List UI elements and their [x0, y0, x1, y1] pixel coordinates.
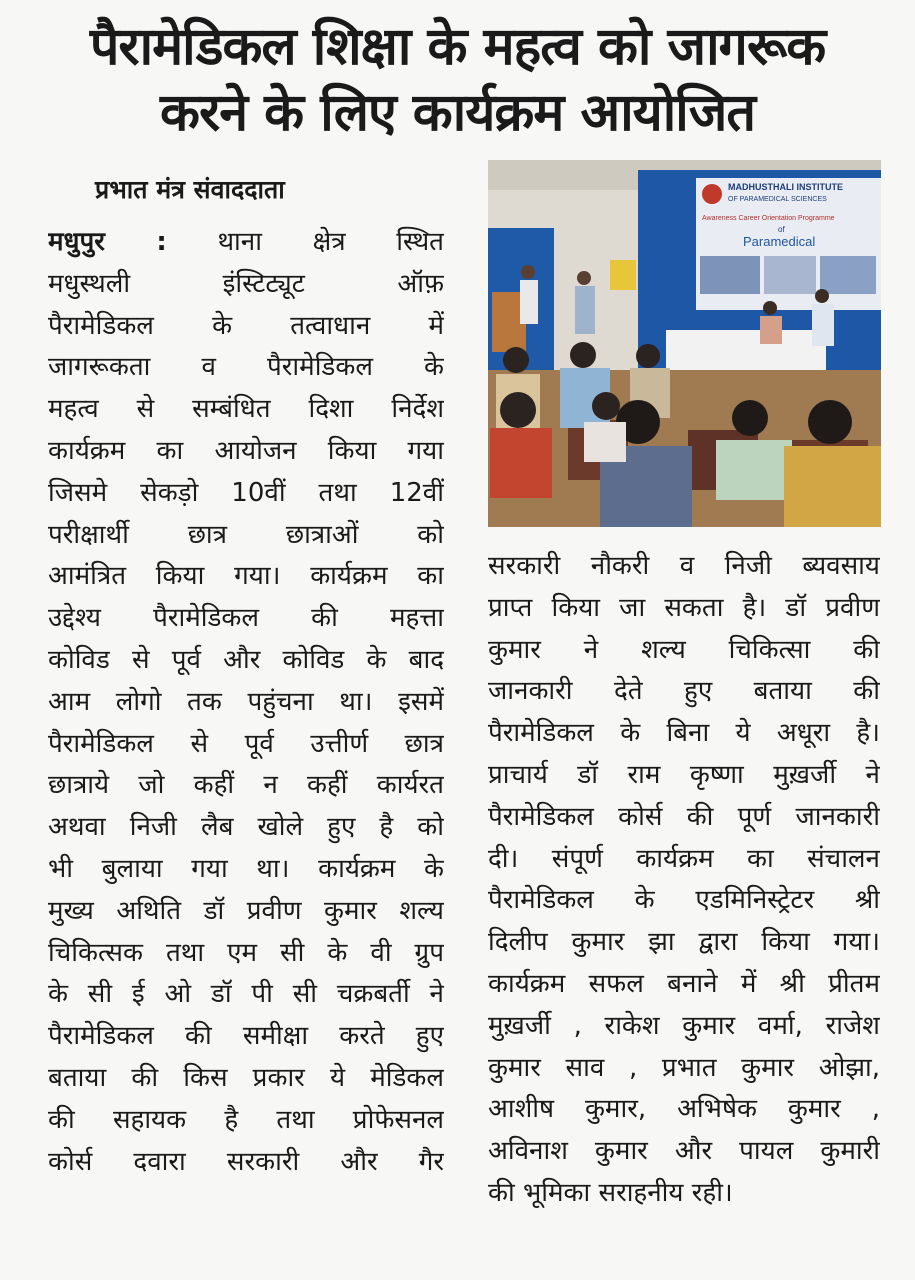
byline: प्रभात मंत्र संवाददाता — [95, 175, 285, 204]
logo-icon — [702, 184, 722, 204]
text-line: आशीष कुमार, अभिषेक कुमार , — [488, 1094, 880, 1125]
text-line: पैरामेडिकल से पूर्व उत्तीर्ण छात्र — [48, 728, 444, 759]
event-photo — [488, 160, 881, 527]
article-column-right — [488, 546, 880, 1215]
text-line: आम लोगो तक पहुंचना था। इसमें — [48, 686, 444, 717]
text-line: की भूमिका सराहनीय रही। — [488, 1177, 733, 1208]
text-line: सरकारी नौकरी व निजी ब्यवसाय — [488, 551, 880, 581]
text-line: उद्देश्य पैरामेडिकल की महत्ता — [48, 603, 444, 634]
headline — [20, 14, 895, 146]
text-line: पैरामेडिकल के बिना ये अधूरा है। — [488, 718, 880, 749]
headline-line-2: करने के लिए कार्यक्रम आयोजित — [160, 83, 755, 143]
text-line: के सी ई ओ डॉ पी सी चक्रबर्ती ने — [48, 979, 444, 1010]
banner-text-1: MADHUSTHALI INSTITUTE — [728, 182, 843, 192]
text-line: जिसमे सेकड़ो 10वीं तथा 12वीं — [48, 477, 444, 508]
text-line: अविनाश कुमार और पायल कुमारी — [488, 1136, 880, 1167]
text-line: कुमार साव , प्रभात कुमार ओझा, — [488, 1052, 880, 1083]
text-line: पैरामेडिकल के तत्वाधान में — [48, 310, 444, 341]
banner-text-4: of — [778, 225, 785, 234]
banner-text-3: Awareness Career Orientation Programme — [702, 215, 835, 222]
text-line: अथवा निजी लैब खोले हुए है को — [48, 812, 444, 843]
text-line: मुख़र्जी , राकेश कुमार वर्मा, राजेश — [488, 1010, 880, 1041]
text-line: पैरामेडिकल कोर्स की पूर्ण जानकारी — [488, 801, 880, 832]
text-line: कार्यक्रम सफल बनाने में श्री प्रीतम — [488, 968, 880, 999]
banner-text-2: OF PARAMEDICAL SCIENCES — [728, 196, 827, 203]
text-line: जानकारी देते हुए बताया की — [488, 676, 880, 707]
text-line: की सहायक है तथा प्रोफेसनल — [48, 1104, 444, 1135]
text-line: पैरामेडिकल की समीक्षा करते हुए — [48, 1021, 444, 1052]
text-line: मधुस्थली इंस्टिट्यूट ऑफ़ — [48, 268, 444, 299]
dateline: मधुपुर : — [48, 227, 167, 257]
banner-text-5: Paramedical — [743, 234, 816, 249]
text-line: महत्व से सम्बंधित दिशा निर्देश — [48, 394, 444, 425]
text-line: कार्यक्रम का आयोजन किया गया — [48, 435, 444, 466]
article-column-left — [48, 222, 444, 1183]
text-line: भी बुलाया गया था। कार्यक्रम के — [48, 853, 444, 884]
text-line: बताया की किस प्रकार ये मेडिकल — [48, 1062, 444, 1093]
text-line: छात्राये जो कहीं न कहीं कार्यरत — [48, 770, 444, 801]
text-line: कोविड से पूर्व और कोविड के बाद — [48, 644, 444, 675]
headline-line-1: पैरामेडिकल शिक्षा के महत्व को जागरूक — [89, 17, 826, 77]
text-line: मधुपुर : थाना क्षेत्र स्थित — [48, 227, 444, 257]
text-line: मुख्य अथिति डॉ प्रवीण कुमार शल्य — [48, 895, 444, 926]
text-line: जागरूकता व पैरामेडिकल के — [48, 352, 444, 383]
text-line: परीक्षार्थी छात्र छात्राओं को — [48, 519, 444, 550]
text-line: आमंत्रित किया गया। कार्यक्रम का — [48, 561, 444, 592]
text-line: कुमार ने शल्य चिकित्सा की — [488, 634, 880, 665]
text-line: पैरामेडिकल के एडमिनिस्ट्रेटर श्री — [488, 885, 880, 916]
text-line: प्राचार्य डॉ राम कृष्णा मुख़र्जी ने — [488, 759, 880, 790]
text-line: चिकित्सक तथा एम सी के वी ग्रुप — [48, 937, 444, 968]
text-line: दी। संपूर्ण कार्यक्रम का संचालन — [488, 843, 880, 874]
text-line: प्राप्त किया जा सकता है। डॉ प्रवीण — [488, 592, 880, 623]
text-line: दिलीप कुमार झा द्वारा किया गया। — [488, 927, 880, 958]
text-line: कोर्स दवारा सरकारी और गैर — [48, 1146, 444, 1177]
